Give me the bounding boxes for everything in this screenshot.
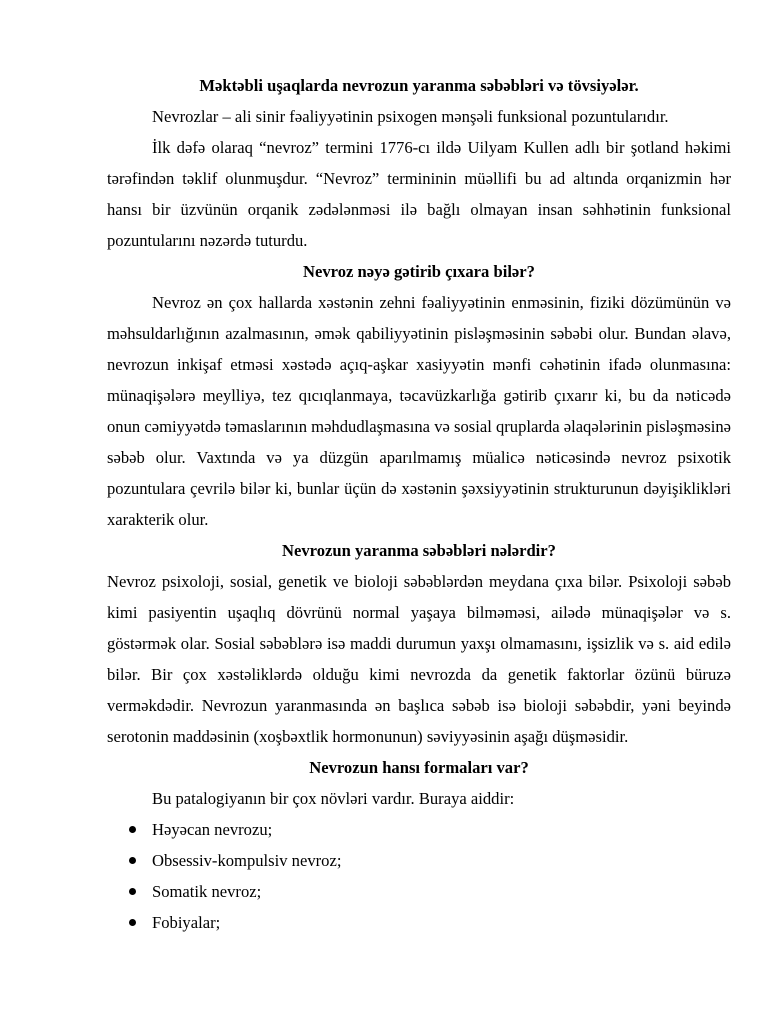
section-text-forms-intro: Bu patalogiyanın bir çox növləri vardır. Buraya aiddir: <box>152 789 515 808</box>
list-item-text: Fobiyalar; <box>152 913 221 932</box>
bullet-icon <box>129 888 136 895</box>
bullet-icon <box>129 919 136 926</box>
section-heading-causes: Nevrozun yaranma səbəbləri nələrdir? <box>282 541 556 560</box>
bullet-icon <box>129 857 136 864</box>
list-item <box>107 845 731 876</box>
list-item <box>107 814 731 845</box>
intro-definition-paragraph: Nevrozlar – ali sinir fəaliyyətinin psixogen mənşəli funksional pozuntularıdır. <box>152 107 669 126</box>
document-title: Məktəbli uşaqlarda nevrozun yaranma səbəbləri və tövsiyələr. <box>199 76 639 95</box>
section-text-causes: Nevroz psixoloji, sosial, genetik ve bioloji səbəblərdən meydana çıxa bilər. Psixoloji səbəb kimi pasiyentin uşaqlıq dövrünü normal yaşaya bilməməsi, ailədə münaqişələr və s. göstərmək olar. Sosial səbəblərə isə maddi durumun yaxşı olmamasını, işsizlik və s. aid edilə bilər. Bir çox xəstəliklərdə olduğu kimi nevrozda da genetik faktorlar özünü büruzə verməkdədir. Nevrozun yaranmasında ən başlıca səbəb isə bioloji səbəbdir, yəni beyində serotonin maddəsinin (xoşbəxtlik hormonunun) səviyyəsinin aşağı düşməsidir. <box>107 572 731 746</box>
list-item <box>107 907 731 938</box>
forms-list <box>107 814 731 938</box>
document-page <box>107 70 731 938</box>
section-text-consequences: Nevroz ən çox hallarda xəstənin zehni fəaliyyətinin enməsinin, fiziki dözümünün və məhsuldarlığının azalmasının, əmək qabiliyyətinin pisləşməsinin səbəbi olur. Bundan əlavə, nevrozun inkişaf etməsi xəstədə açıq-aşkar xasiyyətin mənfi cəhətinin ifadə olunmasına: münaqişələrə meylliyə, tez qıcıqlanmaya, təcavüzkarlığa gətirib çıxarır ki, bu da nəticədə onun cəmiyyətdə təmaslarının məhdudlaşmasına və sosial qruplarda əlaqələrinin pisləşməsinə səbəb olur. Vaxtında və ya düzgün aparılmamış müalicə nəticəsində nevroz psixotik pozuntulara çevrilə bilər ki, bunlar üçün də xəstənin şəxsiyyətinin strukturunun dəyişiklikləri xarakterik olur. <box>107 293 731 529</box>
list-item-text: Həyəcan nevrozu; <box>152 820 273 839</box>
bullet-icon <box>129 826 136 833</box>
list-item-text: Somatik nevroz; <box>152 882 262 901</box>
list-item <box>107 876 731 907</box>
intro-history-paragraph: İlk dəfə olaraq “nevroz” termini 1776-cı ildə Uilyam Kullen adlı bir şotland həkimi tərəfindən təklif olunmuşdur. “Nevroz” termininin müəllifi bu ad altında orqanizmin hər hansı bir üzvünün orqanik zədələnməsi ilə bağlı olmayan insan səhhətinin funksional pozuntularını nəzərdə tuturdu. <box>107 138 731 250</box>
section-heading-forms: Nevrozun hansı formaları var? <box>309 758 529 777</box>
list-item-text: Obsessiv-kompulsiv nevroz; <box>152 851 342 870</box>
section-heading-consequences: Nevroz nəyə gətirib çıxara bilər? <box>303 262 535 281</box>
